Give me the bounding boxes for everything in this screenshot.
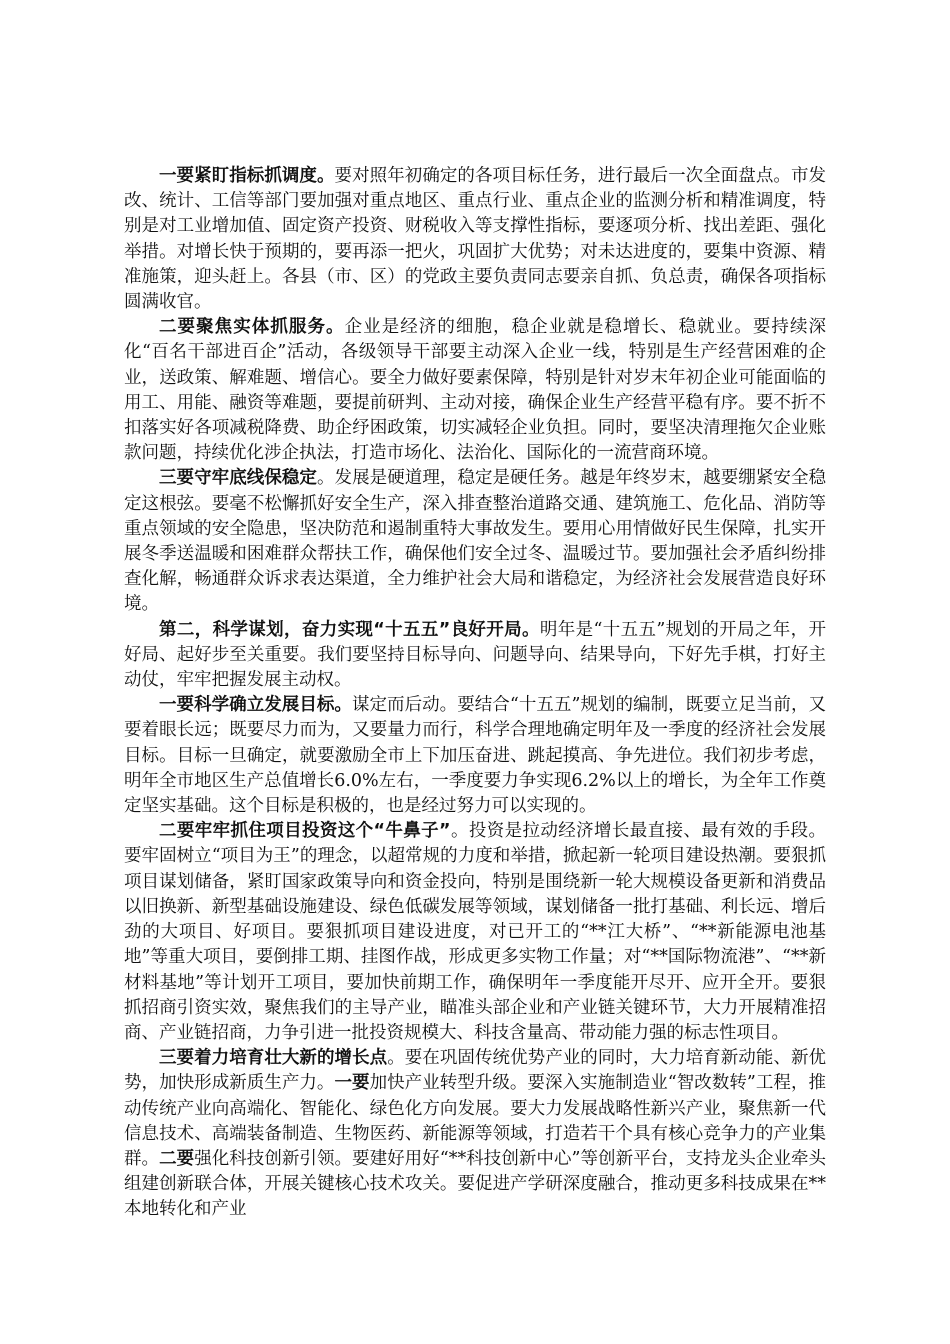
paragraph-4: [124, 618, 826, 694]
paragraph-1-heading: 一要紧盯指标抓调度。: [159, 166, 335, 186]
paragraph-5-text: 谋定而后动。要结合“十五五”规划的编制，既要立足当前，又要着眼长远；既要尽力而为，又要量力而行，科学合理地确定明年及一季度的经济社会发展目标。目标一旦确定，就要激励全市上下加压奋进、跳起摸高、争先进位。我们初步考虑，明年全市地区生产总值增长6.0%左右，一季度要力争实现6.2%以上的增长，为全年工作奠定坚实基础。这个目标是积极的，也是经过努力可以实现的。: [124, 695, 826, 817]
paragraph-7-subheading-1: 一要: [334, 1073, 370, 1094]
paragraph-5: [124, 693, 826, 819]
paragraph-6-text: 。投资是拉动经济增长最直接、最有效的手段。要牢固树立“项目为王”的理念，以超常规的力度和举措，掀起新一轮项目建设热潮。要狠抓项目谋划储备，紧盯国家政策导向和资金投向，特别是围绕新一轮大规模设备更新和消费品以旧换新、新型基础设施建设、绿色低碳发展等领域，谋划储备一批打基础、利长远、增后劲的大项目、好项目。要狠抓项目建设进度，对已开工的“**江大桥”、“**新能源电池基地”等重大项目，要倒排工期、挂图作战，形成更多实物工作量；对“**国际物流港”、“**新材料基地”等计划开工项目，要加快前期工作，确保明年一季度能开尽开、应开全开。要狠抓招商引资实效，聚焦我们的主导产业，瞄准头部企业和产业链关键环节，大力开展精准招商、产业链招商，力争引进一批投资规模大、科技含量高、带动能力强的标志性项目。: [124, 821, 826, 1043]
paragraph-6: [124, 819, 826, 1046]
paragraph-3-heading: 三要守牢底线保稳定: [159, 468, 317, 489]
paragraph-3-text: 。发展是硬道理，稳定是硬任务。越是年终岁末，越要绷紧安全稳定这根弦。要毫不松懈抓好安全生产，深入排查整治道路交通、建筑施工、危化品、消防等重点领域的安全隐患，坚决防范和遏制重特大事故发生。要用心用情做好民生保障，扎实开展冬季送温暖和困难群众帮扶工作，确保他们安全过冬、温暖过节。要加强社会矛盾纠纷排查化解，畅通群众诉求表达渠道，全力维护社会大局和谐稳定，为经济社会发展营造良好环境。: [124, 468, 827, 615]
paragraph-7-text-2: 加快产业转型升级。要深入实施制造业“智改数转”工程，推动传统产业向高端化、智能化、绿色化方向发展。要大力发展战略性新兴产业，聚焦新一代信息技术、高端装备制造、生物医药、新能源等领域，打造若干个具有核心竞争力的产业集群。: [124, 1073, 827, 1169]
paragraph-6-heading: 二要牢牢抓住项目投资这个“牛鼻子”: [159, 821, 451, 842]
section-heading-second: 第二，科学谋划，奋力实现“十五五”良好开局。: [159, 619, 540, 640]
paragraph-2: [124, 315, 826, 466]
paragraph-7-text-3: 强化科技创新引领。要建好用好“**科技创新中心”等创新平台，支持龙头企业牵头组建创新联合体，开展关键核心技术攻关。要促进产学研深度融合，推动更多科技成果在**本地转化和产业: [124, 1148, 827, 1220]
paragraph-4-text: 明年是“十五五”规划的开局之年，开好局、起好步至关重要。我们要坚持目标导向、问题导向、结果导向，下好先手棋，打好主动仗，牢牢把握发展主动权。: [124, 619, 826, 691]
paragraph-1-text: 要对照年初确定的各项目标任务，进行最后一次全面盘点。市发改、统计、工信等部门要加强对重点地区、重点行业、重点企业的监测分析和精准调度，特别是对工业增加值、固定资产投资、财税收入等支撑性指标，要逐项分析、找出差距、强化举措。对增长快于预期的，要再添一把火，巩固扩大优势；对未达进度的，要集中资源、精准施策，迎头赶上。各县（市、区）的党政主要负责同志要亲自抓、负总责，确保各项指标圆满收官。: [124, 166, 827, 313]
document-page: [124, 164, 826, 1223]
paragraph-1: [124, 164, 826, 315]
paragraph-5-heading: 一要科学确立发展目标。: [159, 695, 352, 716]
paragraph-7-text: 。要在巩固传统优势产业的同时，大力培育新动能、新优势，加快形成新质生产力。: [124, 1048, 826, 1094]
paragraph-2-heading: 二要聚焦实体抓服务。: [159, 317, 345, 338]
paragraph-7-subheading-2: 二要: [159, 1148, 195, 1169]
paragraph-2-text: 企业是经济的细胞，稳企业就是稳增长、稳就业。要持续深化“百名干部进百企”活动，各级领导干部要主动深入企业一线，特别是生产经营困难的企业，送政策、解难题、增信心。要全力做好要素保障，特别是针对岁末年初企业可能面临的用工、用能、融资等难题，要提前研判、主动对接，确保企业生产经营平稳有序。要不折不扣落实好各项减税降费、助企纾困政策，切实减轻企业负担。同时，要坚决清理拖欠企业账款问题，持续优化涉企执法，打造市场化、法治化、国际化的一流营商环境。: [124, 317, 827, 464]
paragraph-3: [124, 466, 826, 617]
paragraph-7: [124, 1046, 826, 1222]
paragraph-7-heading: 三要着力培育壮大新的增长点: [159, 1048, 388, 1069]
